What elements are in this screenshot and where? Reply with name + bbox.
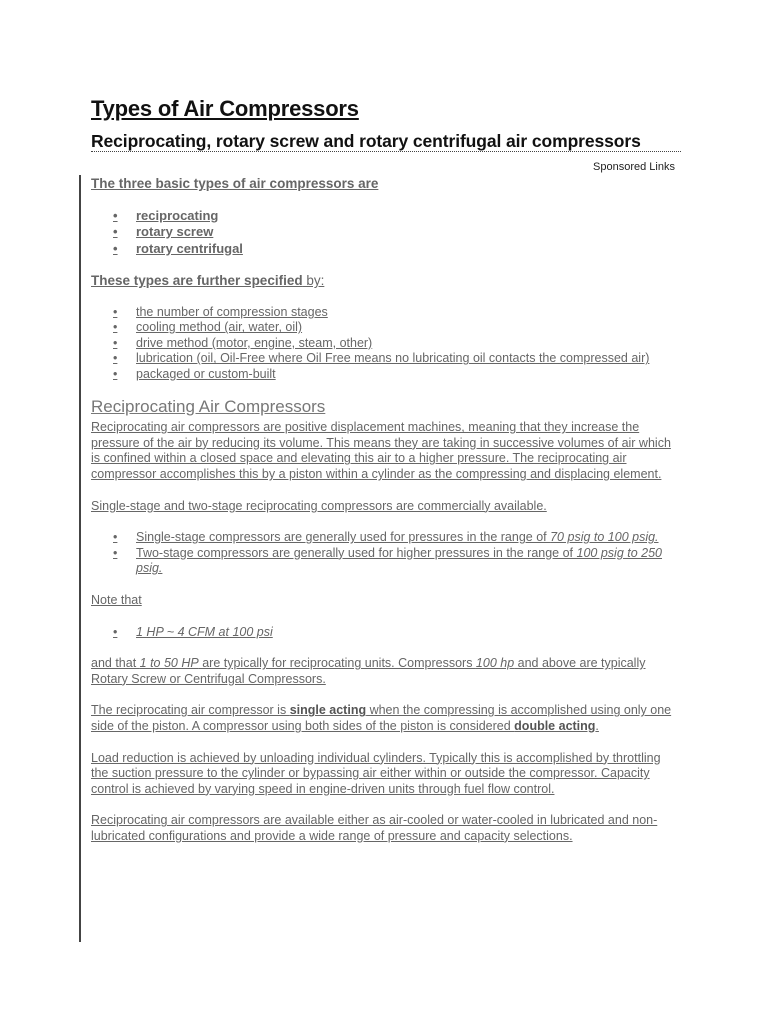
page-subtitle: Reciprocating, rotary screw and rotary centrifugal air compressors xyxy=(91,131,641,151)
article-body xyxy=(91,176,681,861)
left-margin-rule xyxy=(79,175,81,942)
bullet-icon: • xyxy=(113,624,118,639)
list-item[interactable]: • drive method (motor, engine, steam, other) xyxy=(113,335,373,350)
intro-text: The three basic types of air compressors are xyxy=(91,176,379,191)
bullet-icon: • xyxy=(113,335,118,350)
paragraph-availability[interactable]: Reciprocating air compressors are available either as air-cooled or water-cooled in lubricated and non-lubricated configurations and provide a wide range of pressure and capacity selections. xyxy=(91,813,658,843)
section-heading[interactable]: Reciprocating Air Compressors xyxy=(91,396,326,416)
list-item[interactable]: • cooling method (air, water, oil) xyxy=(113,320,303,335)
bullet-icon: • xyxy=(113,367,118,382)
bullet-icon: • xyxy=(113,240,118,256)
list-item[interactable]: • rotary centrifugal xyxy=(113,240,243,256)
list-item[interactable]: • packaged or custom-built xyxy=(113,367,276,382)
bullet-icon: • xyxy=(113,207,118,223)
spec-list xyxy=(91,305,681,383)
bullet-icon: • xyxy=(113,304,118,319)
paragraph-acting[interactable]: The reciprocating air compressor is single acting when the compressing is accomplished using only one side of the piston. A compressor using both sides of the piston is considered double acting. xyxy=(91,703,672,733)
paragraph-intro[interactable]: Reciprocating air compressors are positive displacement machines, meaning that they increase the pressure of the air by reducing its volume. This means they are taking in successive volumes of air which is confined within a closed space and elevating this air to a higher pressure. The reciprocating air compressor accomplishes this by a piston within a cylinder as the compressing and displacing element. xyxy=(91,420,671,482)
bullet-icon: • xyxy=(113,545,118,560)
list-item[interactable]: • Single-stage compressors are generally used for pressures in the range of 70 psig to 100 psig. xyxy=(113,530,659,545)
types-list xyxy=(91,208,681,258)
bullet-icon: • xyxy=(113,320,118,335)
specified-text: These types are further specified by: xyxy=(91,273,325,289)
bullet-icon: • xyxy=(113,351,118,366)
page-title: Types of Air Compressors xyxy=(91,96,359,121)
list-item[interactable]: • reciprocating xyxy=(113,207,219,223)
list-item[interactable]: • 1 HP ~ 4 CFM at 100 psi xyxy=(113,624,273,639)
sponsored-links-label: Sponsored Links xyxy=(593,161,675,173)
list-item[interactable]: • Two-stage compressors are generally used for higher pressures in the range of 100 psig to 250 psig. xyxy=(113,545,663,576)
bullet-icon: • xyxy=(113,530,118,545)
paragraph-stages[interactable]: Single-stage and two-stage reciprocating compressors are commercially available. xyxy=(91,498,547,513)
bullet-icon: • xyxy=(113,224,118,240)
dotted-divider xyxy=(91,151,681,152)
note-list xyxy=(91,625,681,641)
paragraph-load-reduction[interactable]: Load reduction is achieved by unloading individual cylinders. Typically this is accomplished by throttling the suction pressure to the cylinder or bypassing air either within or outside the compressor. Capacity control is achieved by varying speed in engine-driven units through fuel flow control. xyxy=(91,750,661,796)
list-item[interactable]: • the number of compression stages xyxy=(113,304,328,319)
paragraph-hp[interactable]: and that 1 to 50 HP are typically for reciprocating units. Compressors 100 hp and above are typically Rotary Screw or Centrifugal Compressors. xyxy=(91,656,646,686)
stage-list xyxy=(91,530,681,577)
list-item[interactable]: • rotary screw xyxy=(113,224,214,240)
note-label[interactable]: Note that xyxy=(91,593,142,607)
list-item[interactable]: • lubrication (oil, Oil-Free where Oil Free means no lubricating oil contacts the compressed air) xyxy=(113,351,650,366)
